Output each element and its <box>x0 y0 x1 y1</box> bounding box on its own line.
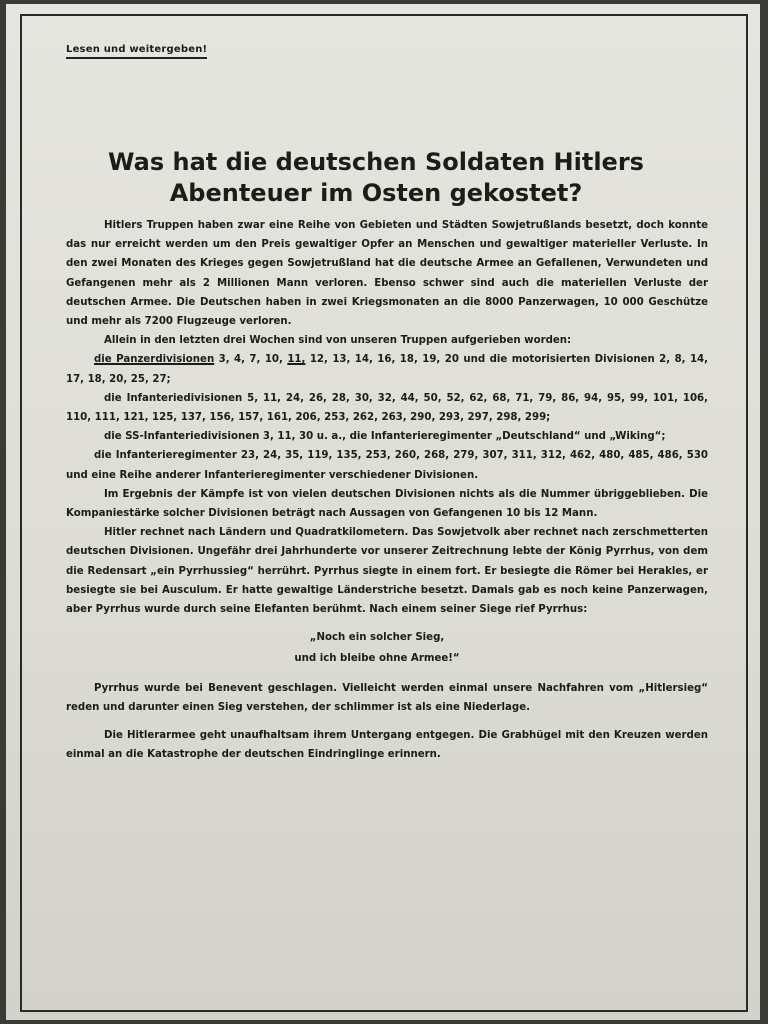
paragraph-infantry-divisions: die Infanteriedivisionen 5, 11, 24, 26, 28, 30, 32, 44, 50, 52, 62, 68, 71, 79, 86, 94, 95, 99, 101, 106, 110, 111, 121, 125, 137, 156, 157, 161, 206, 253, 262, 263, 290, 293, 297, 298, 299; <box>66 392 708 424</box>
paragraph-intro-list: Allein in den letzten drei Wochen sind von unseren Truppen aufgerieben worden: <box>104 335 572 347</box>
panzer-number-underlined: 11, <box>287 354 306 366</box>
paragraph-conclusion: Die Hitlerarmee geht unaufhaltsam ihrem Untergang entgegen. Die Grabhügel mit den Kreuzen werden einmal an die Katastrophe der deutschen Eindringlinge erinnern. <box>66 729 708 760</box>
paragraph-benevent: Pyrrhus wurde bei Benevent geschlagen. Vielleicht werden einmal unsere Nachfahren vom „Hitlersieg“ reden und darunter einen Sieg verstehen, der schlimmer ist als eine Niederlage. <box>66 683 708 714</box>
body-text <box>66 216 708 764</box>
panzer-numbers-a: 3, 4, 7, 10, <box>214 354 288 366</box>
paragraph-losses: Hitlers Truppen haben zwar eine Reihe von Gebieten und Städten Sowjetrußlands besetzt, doch konnte das nur erreicht werden um den Preis gewaltiger Opfer an Menschen und gewaltiger materieller Verluste. In den zwei Monaten des Krieges gegen Sowjetrußland hat die deutsche Armee an Gefallenen, Verwundeten und Gefangenen mehr als 2 Millionen Mann verloren. Ebenso schwer sind auch die materiellen Verluste der deutschen Armee. Die Deutschen haben in zwei Kriegsmonaten an die 8000 Panzerwagen, 10 000 Geschütze und mehr als 7200 Flugzeuge verloren. <box>66 220 708 328</box>
title-line-2: Abenteuer im Osten gekostet? <box>169 179 583 207</box>
quote-line-2: und ich bleibe ohne Armee!“ <box>294 653 460 665</box>
paragraph-panzer <box>66 350 708 388</box>
paragraph-battle-result: Im Ergebnis der Kämpfe ist von vielen deutschen Divisionen nichts als die Nummer übriggeblieben. Die Kompaniestärke solcher Divisionen beträgt nach Aussagen von Gefangenen 10 bis 12 Mann. <box>66 488 708 520</box>
pyrrhus-quote <box>66 627 708 669</box>
panzer-label: die Panzerdivisionen <box>94 354 215 366</box>
paragraph-infantry-regiments: die Infanterieregimenter 23, 24, 35, 119, 135, 253, 260, 268, 279, 307, 311, 312, 462, 480, 485, 486, 530 und eine Reihe anderer Infanterieregimenter verschiedener Divisionen. <box>66 450 708 481</box>
kicker-text: Lesen und weitergeben! <box>66 44 207 59</box>
title-line-1: Was hat die deutschen Soldaten Hitlers <box>108 148 644 176</box>
quote-line-1: „Noch ein solcher Sieg, <box>309 632 445 644</box>
paragraph-pyrrhus: Hitler rechnet nach Ländern und Quadratkilometern. Das Sowjetvolk aber rechnet nach zerschmetterten deutschen Divisionen. Ungefähr drei Jahrhunderte vor unserer Zeitrechnung lebte der König Pyrrhus, von dem die Redensart „ein Pyrrhussieg“ herrührt. Pyrrhus siegte in einem fort. Er besiegte die Römer bei Herakles, er besiegte sie bei Ausculum. Er hatte gewaltige Länderstriche besetzt. Damals gab es noch keine Panzerwagen, aber Pyrrhus wurde durch seine Elefanten berühmt. Nach einem seiner Siege rief Pyrrhus: <box>66 527 708 616</box>
leaflet-page <box>6 4 760 1020</box>
panzer-numbers-b: 12, 13, 14, 16, 18, 19, 20 und die motorisierten Divisionen 2, 8, 14, 17, 18, 20, 25, 27; <box>66 354 709 385</box>
page-title <box>66 147 686 209</box>
paragraph-ss-divisions: die SS-Infanteriedivisionen 3, 11, 30 u. a., die Infanterieregimenter „Deutschland“ und „Wiking“; <box>104 431 666 443</box>
